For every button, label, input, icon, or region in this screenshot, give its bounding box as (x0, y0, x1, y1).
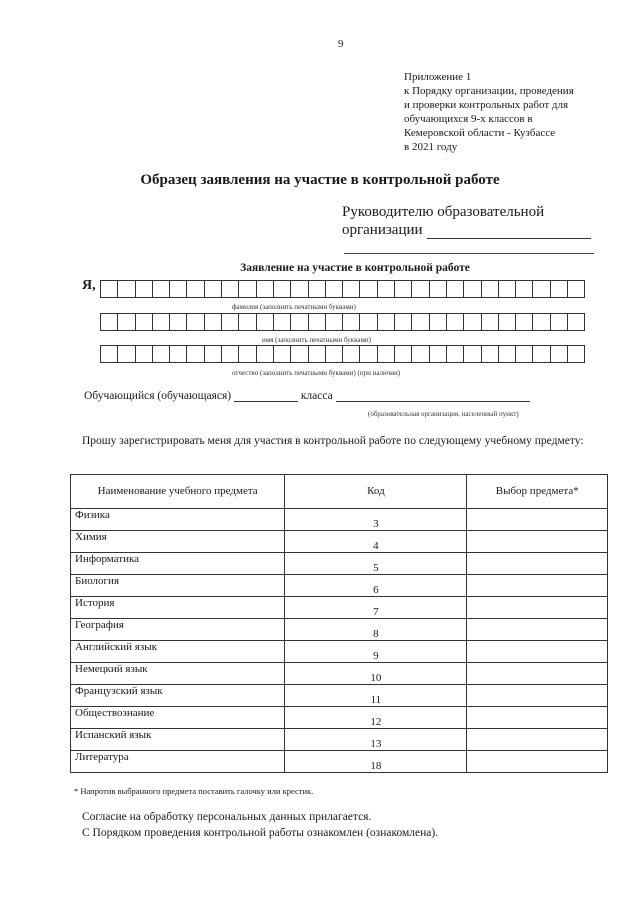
addressee-line2: организации (342, 222, 423, 238)
letter-cell[interactable] (290, 280, 308, 298)
letter-cell[interactable] (100, 313, 118, 331)
letter-cell[interactable] (550, 313, 568, 331)
letter-cell[interactable] (515, 280, 533, 298)
letter-cell[interactable] (290, 313, 308, 331)
subject-code: 6 (285, 575, 467, 597)
letter-cell[interactable] (273, 280, 291, 298)
subject-name: История (71, 597, 285, 619)
subject-code: 9 (285, 641, 467, 663)
letter-cell[interactable] (515, 345, 533, 363)
letter-cell[interactable] (135, 280, 153, 298)
name-caption: имя (заполнить печатными буквами) (262, 336, 371, 344)
subject-choice-cell[interactable] (467, 619, 608, 641)
letter-cell[interactable] (377, 313, 395, 331)
subject-choice-cell[interactable] (467, 751, 608, 773)
subject-name: Литература (71, 751, 285, 773)
subject-choice-cell[interactable] (467, 553, 608, 575)
letter-cell[interactable] (394, 280, 412, 298)
letter-cell[interactable] (117, 280, 135, 298)
table-row (71, 707, 608, 729)
letter-cell[interactable] (256, 345, 274, 363)
table-row (71, 597, 608, 619)
letter-cell[interactable] (238, 345, 256, 363)
letter-cell[interactable] (342, 345, 360, 363)
letter-cell[interactable] (325, 280, 343, 298)
ya-label: Я, (82, 278, 96, 293)
student-prefix: Обучающийся (обучающаяся) (84, 390, 232, 402)
letter-cell[interactable] (429, 345, 447, 363)
letter-cell[interactable] (550, 345, 568, 363)
table-row (71, 575, 608, 597)
patronymic-caption: отчество (заполнить печатными буквами) (при наличии) (232, 369, 401, 377)
subject-name: Английский язык (71, 641, 285, 663)
letter-cell[interactable] (256, 313, 274, 331)
subject-name: Информатика (71, 553, 285, 575)
table-row (71, 509, 608, 531)
letter-cell[interactable] (325, 345, 343, 363)
subject-choice-cell[interactable] (467, 663, 608, 685)
letter-cell[interactable] (411, 313, 429, 331)
consent-block (82, 809, 438, 841)
page-title: Образец заявления на участие в контрольной работе (140, 172, 500, 188)
letter-cell[interactable] (152, 345, 170, 363)
table-row (71, 751, 608, 773)
subject-choice-cell[interactable] (467, 531, 608, 553)
letter-cell[interactable] (429, 313, 447, 331)
subject-choice-cell[interactable] (467, 707, 608, 729)
table-row (71, 553, 608, 575)
subject-code: 10 (285, 663, 467, 685)
table-row (71, 663, 608, 685)
choice-header: Выбор предмета* (467, 475, 608, 509)
subject-name: Физика (71, 509, 285, 531)
letter-cell[interactable] (481, 280, 499, 298)
letter-cell[interactable] (204, 345, 222, 363)
letter-cell[interactable] (308, 313, 326, 331)
letter-cell[interactable] (325, 313, 343, 331)
letter-cell[interactable] (308, 345, 326, 363)
subject-choice-cell[interactable] (467, 729, 608, 751)
page-number: 9 (338, 38, 344, 50)
appendix-note (404, 70, 624, 154)
letter-cell[interactable] (532, 345, 550, 363)
surname-caption: фамилия (заполнить печатными буквами) (232, 303, 356, 311)
letter-cell[interactable] (117, 345, 135, 363)
letter-cell[interactable] (290, 345, 308, 363)
letter-cell[interactable] (567, 280, 585, 298)
table-row (71, 729, 608, 751)
letter-cell[interactable] (308, 280, 326, 298)
letter-cell[interactable] (221, 313, 239, 331)
table-row (71, 641, 608, 663)
letter-cell[interactable] (152, 313, 170, 331)
subject-code: 12 (285, 707, 467, 729)
letter-cell[interactable] (463, 280, 481, 298)
letter-cell[interactable] (446, 313, 464, 331)
letter-cell[interactable] (498, 345, 516, 363)
letter-cell[interactable] (498, 313, 516, 331)
letter-cell[interactable] (186, 313, 204, 331)
subject-code: 13 (285, 729, 467, 751)
subject-choice-cell[interactable] (467, 509, 608, 531)
code-header: Код (285, 475, 467, 509)
surname-cells[interactable] (100, 280, 584, 298)
addressee-line1: Руководителю образовательной (342, 204, 545, 220)
table-row (71, 685, 608, 707)
subject-choice-cell[interactable] (467, 641, 608, 663)
request-text: Прошу зарегистрировать меня для участия в контрольной работе по следующему учебному предмету: (82, 435, 584, 447)
appendix-line: в 2021 году (404, 141, 458, 153)
addressee-extra-line[interactable] (344, 253, 594, 254)
table-row (71, 619, 608, 641)
letter-cell[interactable] (169, 313, 187, 331)
subject-code: 7 (285, 597, 467, 619)
subject-code: 4 (285, 531, 467, 553)
letter-cell[interactable] (463, 313, 481, 331)
letter-cell[interactable] (359, 345, 377, 363)
table-header-row (71, 475, 608, 509)
subject-choice-cell[interactable] (467, 597, 608, 619)
letter-cell[interactable] (135, 345, 153, 363)
appendix-line: к Порядку организации, проведения (404, 85, 574, 97)
letter-cell[interactable] (567, 345, 585, 363)
organization-input[interactable] (336, 391, 530, 402)
letter-cell[interactable] (498, 280, 516, 298)
class-label: класса (300, 390, 333, 402)
letter-cell[interactable] (256, 280, 274, 298)
table-row (71, 531, 608, 553)
appendix-line: Приложение 1 (404, 71, 472, 83)
letter-cell[interactable] (169, 345, 187, 363)
letter-cell[interactable] (238, 313, 256, 331)
subject-header: Наименование учебного предмета (71, 475, 285, 509)
letter-cell[interactable] (117, 313, 135, 331)
letter-cell[interactable] (152, 280, 170, 298)
footnote: * Напротив выбранного предмета поставить галочку или крестик. (74, 786, 314, 796)
subject-name: Немецкий язык (71, 663, 285, 685)
subject-code: 11 (285, 685, 467, 707)
letter-cell[interactable] (359, 313, 377, 331)
subjects-table (70, 474, 608, 773)
letter-cell[interactable] (532, 280, 550, 298)
subject-choice-cell[interactable] (467, 575, 608, 597)
subject-code: 8 (285, 619, 467, 641)
consent-line1: Согласие на обработку персональных данных прилагается. (82, 811, 372, 823)
letter-cell[interactable] (411, 345, 429, 363)
letter-cell[interactable] (481, 345, 499, 363)
letter-cell[interactable] (342, 280, 360, 298)
statement-title: Заявление на участие в контрольной работе (240, 262, 470, 274)
letter-cell[interactable] (238, 280, 256, 298)
letter-cell[interactable] (135, 313, 153, 331)
letter-cell[interactable] (429, 280, 447, 298)
letter-cell[interactable] (221, 280, 239, 298)
subject-name: География (71, 619, 285, 641)
letter-cell[interactable] (550, 280, 568, 298)
letter-cell[interactable] (273, 345, 291, 363)
letter-cell[interactable] (100, 345, 118, 363)
appendix-line: Кемеровской области - Кузбассе (404, 127, 556, 139)
letter-cell[interactable] (567, 313, 585, 331)
subject-name: Обществознание (71, 707, 285, 729)
subject-name: Испанский язык (71, 729, 285, 751)
letter-cell[interactable] (446, 345, 464, 363)
letter-cell[interactable] (221, 345, 239, 363)
subject-code: 3 (285, 509, 467, 531)
letter-cell[interactable] (481, 313, 499, 331)
letter-cell[interactable] (446, 280, 464, 298)
letter-cell[interactable] (532, 313, 550, 331)
organization-caption: (образовательная организация, населенный пункт) (368, 410, 519, 418)
addressee-block (342, 203, 591, 239)
letter-cell[interactable] (169, 280, 187, 298)
subject-name: Французский язык (71, 685, 285, 707)
subject-name: Биология (71, 575, 285, 597)
letter-cell[interactable] (100, 280, 118, 298)
letter-cell[interactable] (463, 345, 481, 363)
subject-name: Химия (71, 531, 285, 553)
letter-cell[interactable] (377, 345, 395, 363)
name-cells[interactable] (100, 313, 584, 331)
subject-choice-cell[interactable] (467, 685, 608, 707)
letter-cell[interactable] (186, 280, 204, 298)
appendix-line: и проверки контрольных работ для (404, 99, 569, 111)
subject-code: 5 (285, 553, 467, 575)
student-line (84, 390, 530, 402)
letter-cell[interactable] (273, 313, 291, 331)
consent-line2: С Порядком проведения контрольной работы ознакомлен (ознакомлена). (82, 827, 439, 839)
appendix-line: обучающихся 9-х классов в (404, 113, 533, 125)
letter-cell[interactable] (394, 313, 412, 331)
letter-cell[interactable] (204, 280, 222, 298)
class-number-input[interactable] (234, 391, 298, 402)
letter-cell[interactable] (377, 280, 395, 298)
organization-input-line[interactable] (427, 224, 591, 239)
subject-code: 18 (285, 751, 467, 773)
letter-cell[interactable] (186, 345, 204, 363)
letter-cell[interactable] (359, 280, 377, 298)
letter-cell[interactable] (394, 345, 412, 363)
letter-cell[interactable] (411, 280, 429, 298)
patronymic-cells[interactable] (100, 345, 584, 363)
letter-cell[interactable] (204, 313, 222, 331)
letter-cell[interactable] (342, 313, 360, 331)
letter-cell[interactable] (515, 313, 533, 331)
